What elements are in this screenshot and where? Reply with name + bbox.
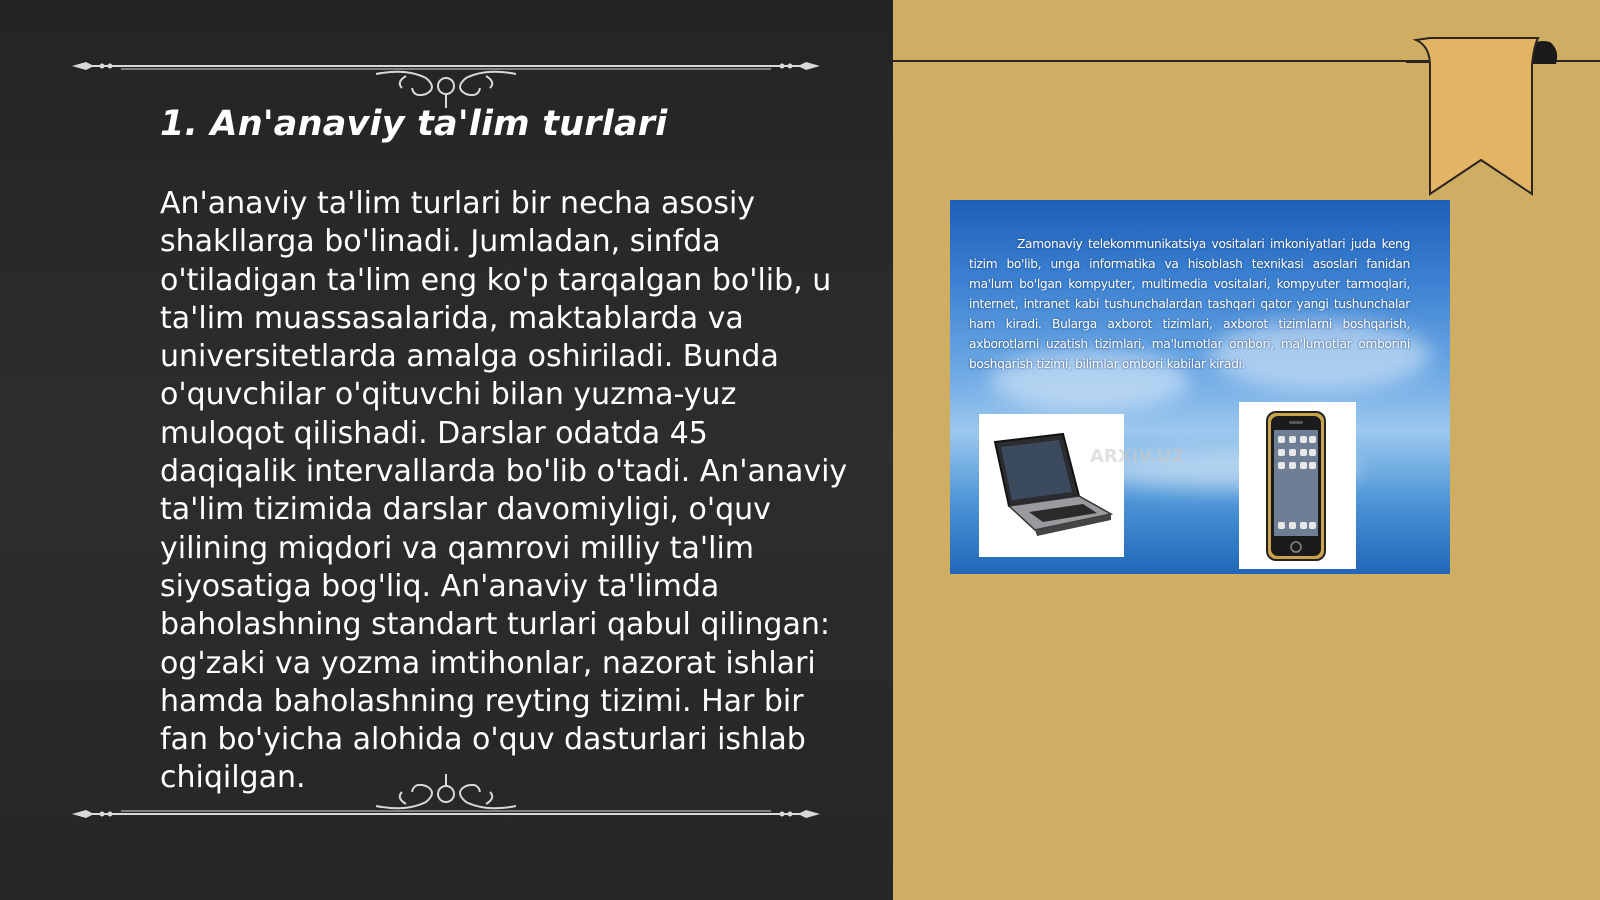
smartphone-icon (1239, 402, 1356, 569)
bookmark-ribbon-icon (1406, 36, 1566, 198)
bottom-ornament (66, 770, 826, 830)
image-caption-text: Zamonaviy telekommunikatsiya vositalari imkoniyatlari juda keng tizim bo'lib, unga informatika va hisoblash texnikasi asoslari fanidan ma'lum bo'lgan kompyuter, multimedia vositalari, kompyuter tarmoqlari, internet, intranet kabi tushunchalardan tashqari qator yangi tushunchalar ham kiradi. Bularga axborot tizimlari, axborot tizimlarni boshqarish, axborotlarni uzatish tizimlari, ma'lumotlar ombori, ma'lumotlar omborini boshqarish tizimi, bilimlar ombori kabilar kiradi. (969, 237, 1410, 371)
telecom-image (950, 200, 1450, 574)
top-ornament (66, 50, 826, 110)
smartphone-image (1239, 402, 1356, 569)
laptop-image (979, 414, 1124, 557)
slide-body-text: An'anaviy ta'lim turlari bir necha asosiy shakllarga bo'linadi. Jumladan, sinfda o'tiladigan ta'lim eng ko'p tarqalgan bo'lib, u ta'lim muassasalarida, maktablarda va universitetlarda amalga oshiriladi. Bunda o'quvchilar o'qituvchi bilan yuzma-yuz muloqot qilishadi. Darslar odatda 45 daqiqalik intervallarda bo'lib o'tadi. An'anaviy ta'lim tizimida darslar davomiyligi, o'quv yilining miqdori va qamrovi milliy ta'lim siyosatiga bog'liq. An'anaviy ta'limda baholashning standart turlari qabul qilingan: og'zaki va yozma imtihonlar, nazorat ishlari hamda baholashning reyting tizimi. Har bir fan bo'yicha alohida o'quv dasturlari ishlab chiqilgan. (160, 186, 848, 796)
laptop-icon (979, 414, 1124, 557)
watermark-text: ARXIV.UZ (1090, 446, 1185, 467)
slide-title: 1. An'anaviy ta'lim turlari (160, 104, 668, 144)
